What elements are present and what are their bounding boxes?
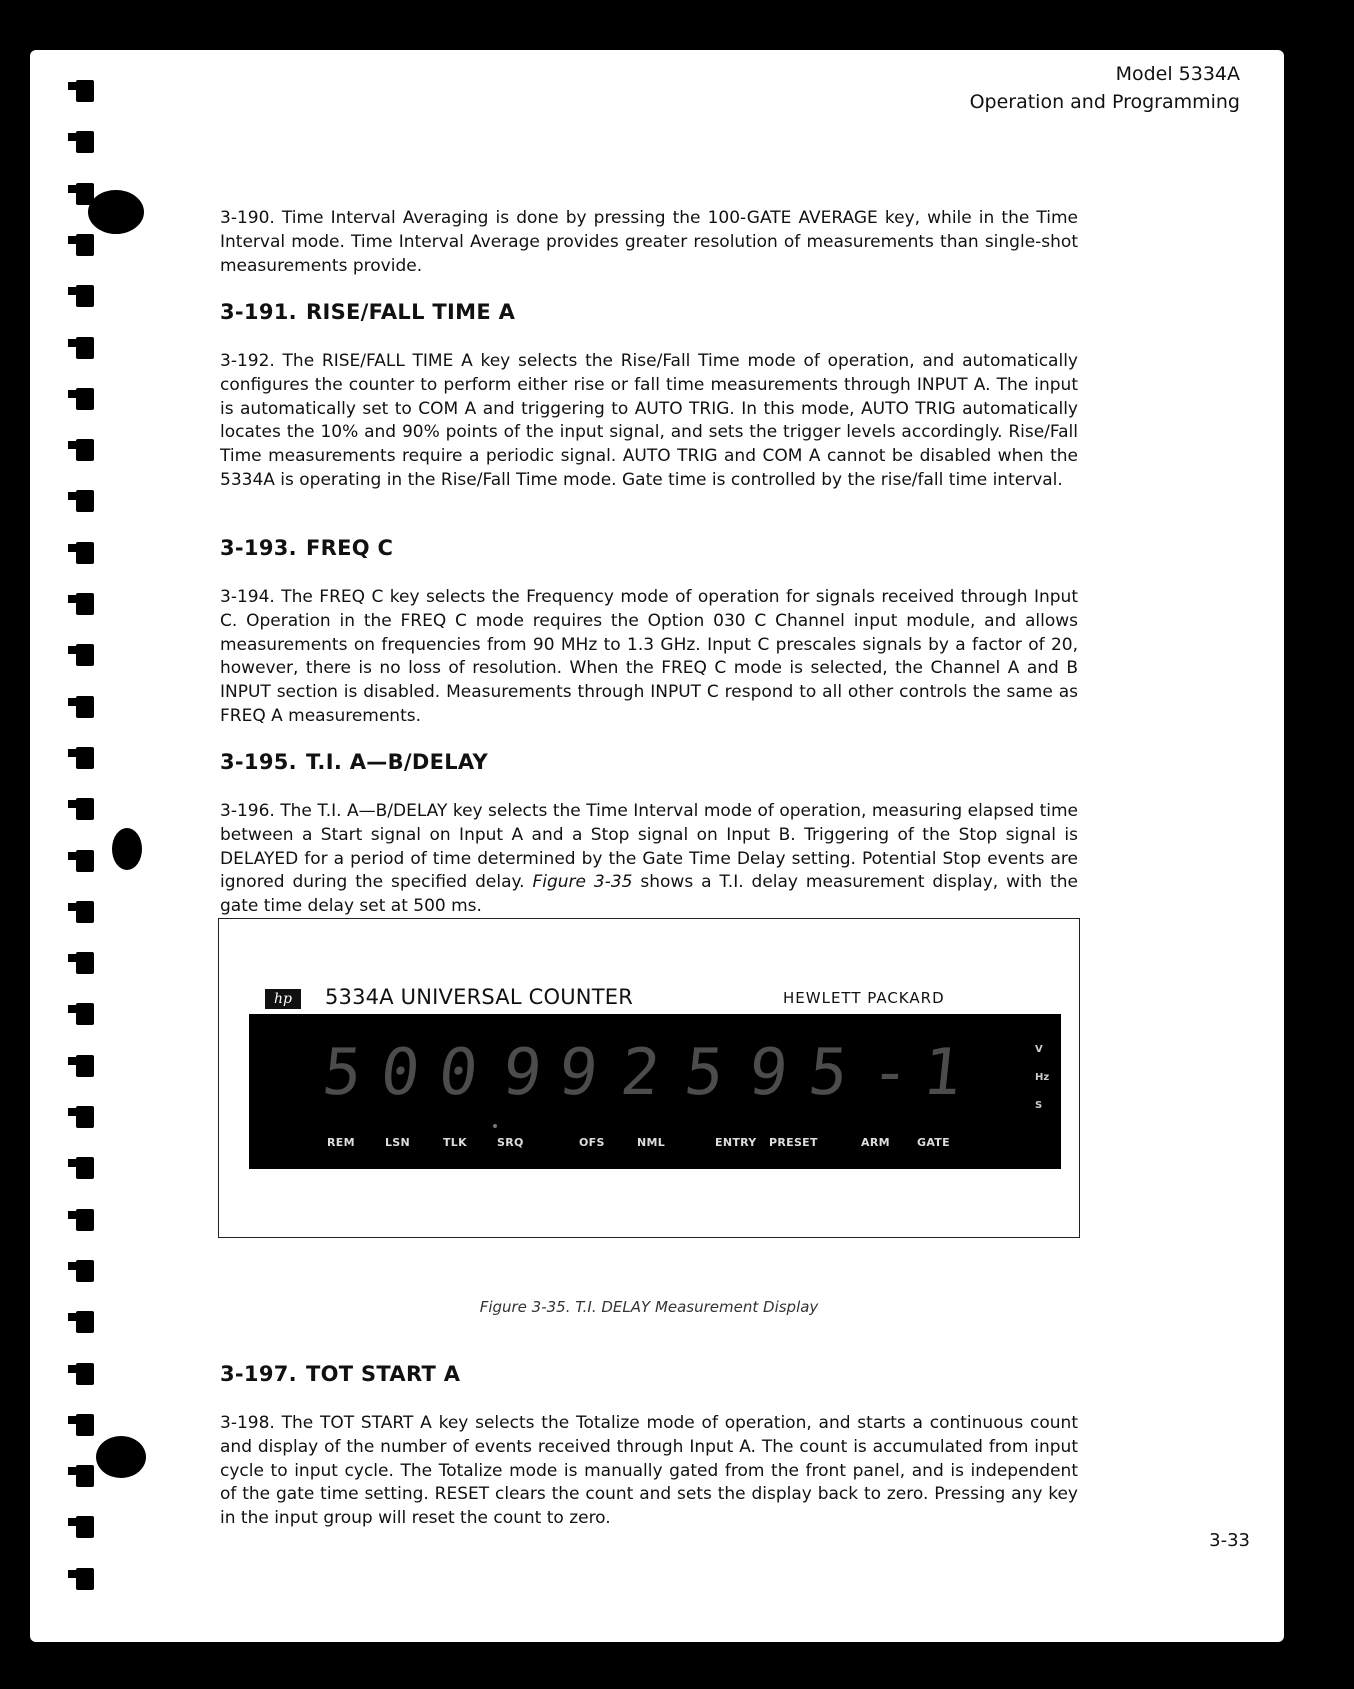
display-digit: 2 [617, 1036, 664, 1110]
binding-hole [76, 234, 94, 256]
page-number: 3-33 [1209, 1530, 1250, 1551]
display-digits [319, 1036, 966, 1114]
unit-hertz: Hz [1035, 1072, 1050, 1083]
heading-number: 3-195. [220, 750, 297, 774]
binding-hole [76, 644, 94, 666]
binding-hole [76, 1363, 94, 1385]
display-digit: 1 [919, 1036, 966, 1110]
binding-hole [76, 1414, 94, 1436]
unit-volts: V [1035, 1044, 1043, 1055]
counter-display [249, 1014, 1061, 1169]
heading-title: FREQ C [306, 536, 394, 560]
header-section: Operation and Programming [969, 91, 1240, 113]
display-digit: 9 [745, 1036, 792, 1110]
figure-reference-link[interactable]: Figure 3-35 [532, 872, 633, 893]
display-digit: 5 [681, 1036, 728, 1110]
annunciator-gate: GATE [917, 1136, 950, 1149]
binding-hole [76, 1311, 94, 1333]
display-digit: 9 [499, 1036, 546, 1110]
annunciator-lsn: LSN [385, 1136, 411, 1149]
display-digit: 0 [377, 1036, 424, 1110]
paragraph-3-192: 3-192. The RISE/FALL TIME A key selects the Rise/Fall Time mode of operation, and automatically configures the counter to perform either rise or fall time measurements through INPUT A. The input is automatically set to COM A and triggering to AUTO TRIG. In this mode, AUTO TRIG automatically locates the 10% and 90% points of the input signal, and sets the trigger levels accordingly. Rise/Fall Time measurements require a periodic signal. AUTO TRIG and COM A cannot be disabled when the 5334A is operating in the Rise/Fall Time mode. Gate time is controlled by the rise/fall time interval. [220, 351, 1078, 490]
paragraph-text: 3-196. The T.I. A—B/DELAY key selects the Time Interval mode of operation, measuring elapsed time between a Start signal on Input A and a Stop signal on Input B. Triggering of the Stop signal is DELAYED for a period of time determined by the Gate Time Delay setting. Potential Stop events are ignored during the specified delay. [220, 801, 1078, 893]
annunciator-rem: REM [327, 1136, 355, 1149]
binding-hole [76, 696, 94, 718]
counter-title: 5334A UNIVERSAL COUNTER [325, 985, 634, 1009]
display-digit: - [867, 1036, 914, 1110]
annunciator-entry: ENTRY [715, 1136, 757, 1149]
binding-holes [44, 80, 104, 1620]
binding-hole [76, 490, 94, 512]
binding-hole [76, 542, 94, 564]
binding-hole [76, 285, 94, 307]
paragraph-3-198: 3-198. The TOT START A key selects the Totalize mode of operation, and starts a continuous count and display of the number of events received through Input A. The count is accumulated from input cycle to input cycle. The Totalize mode is manually gated from the front panel, and is independent of the gate time setting. RESET clears the count and sets the display back to zero. Pressing any key in the input group will reset the count to zero. [220, 1413, 1078, 1529]
display-digit: 5 [319, 1036, 366, 1110]
heading-3-195 [220, 750, 488, 774]
binding-hole [76, 1260, 94, 1282]
binding-hole [76, 1516, 94, 1538]
heading-title: TOT START A [306, 1362, 461, 1386]
binding-hole [76, 850, 94, 872]
heading-3-191 [220, 300, 515, 324]
punch-mark-bottom [96, 1436, 146, 1478]
annunciator-arm: ARM [861, 1136, 890, 1149]
heading-number: 3-193. [220, 536, 297, 560]
punch-mark-middle [112, 828, 142, 870]
heading-number: 3-191. [220, 300, 297, 324]
annunciator-nml: NML [637, 1136, 666, 1149]
binding-hole [76, 1106, 94, 1128]
binding-hole [76, 1209, 94, 1231]
figure-3-35 [218, 918, 1080, 1238]
header-model: Model 5334A [1115, 63, 1240, 85]
heading-3-193 [220, 536, 393, 560]
annunciator-ofs: OFS [579, 1136, 605, 1149]
heading-title: RISE/FALL TIME A [306, 300, 516, 324]
binding-hole [76, 952, 94, 974]
binding-hole [76, 1003, 94, 1025]
binding-hole [76, 131, 94, 153]
binding-hole [76, 901, 94, 923]
paragraph-3-190: 3-190. Time Interval Averaging is done by pressing the 100-GATE AVERAGE key, while in the Time Interval mode. Time Interval Average provides greater resolution of measurements than single-shot measurements provide. [220, 208, 1078, 276]
display-digit: 0 [435, 1036, 482, 1110]
annunciator-srq: SRQ [497, 1136, 524, 1149]
binding-hole [76, 593, 94, 615]
heading-3-197 [220, 1362, 460, 1386]
annunciator-tlk: TLK [443, 1136, 467, 1149]
binding-hole [76, 337, 94, 359]
heading-title: T.I. A—B/DELAY [306, 750, 488, 774]
binding-hole [76, 747, 94, 769]
binding-hole [76, 1465, 94, 1487]
binding-hole [76, 80, 94, 102]
punch-mark-top [88, 190, 144, 234]
counter-brand-row [265, 985, 1005, 1015]
decimal-point [493, 1124, 497, 1128]
binding-hole [76, 1055, 94, 1077]
binding-hole [76, 439, 94, 461]
paragraph-3-194: 3-194. The FREQ C key selects the Frequency mode of operation for signals received through Input C. Operation in the FREQ C mode requires the Option 030 C Channel input module, and allows measurements on frequencies from 90 MHz to 1.3 GHz. Input C prescales signals by a factor of 20, however, there is no loss of resolution. When the FREQ C mode is selected, the Channel A and B INPUT section is disabled. Measurements through INPUT C respond to all other controls the same as FREQ A measurements. [220, 587, 1078, 726]
display-digit: 9 [555, 1036, 602, 1110]
annunciator-preset: PRESET [769, 1136, 818, 1149]
binding-hole [76, 798, 94, 820]
paragraph-text: shows a T.I. delay measurement display, with the gate time delay set at 500 ms. [220, 872, 1078, 917]
figure-caption: Figure 3-35. T.I. DELAY Measurement Display [479, 1298, 819, 1316]
display-digit: 5 [805, 1036, 852, 1110]
manufacturer-name: HEWLETT PACKARD [783, 989, 945, 1007]
unit-seconds: S [1035, 1100, 1043, 1111]
heading-number: 3-197. [220, 1362, 297, 1386]
paragraph-3-196 [220, 800, 1078, 919]
binding-hole [76, 388, 94, 410]
binding-hole [76, 1568, 94, 1590]
page-header [970, 60, 1240, 116]
binding-hole [76, 1157, 94, 1179]
hp-logo-icon: hp [265, 989, 301, 1009]
